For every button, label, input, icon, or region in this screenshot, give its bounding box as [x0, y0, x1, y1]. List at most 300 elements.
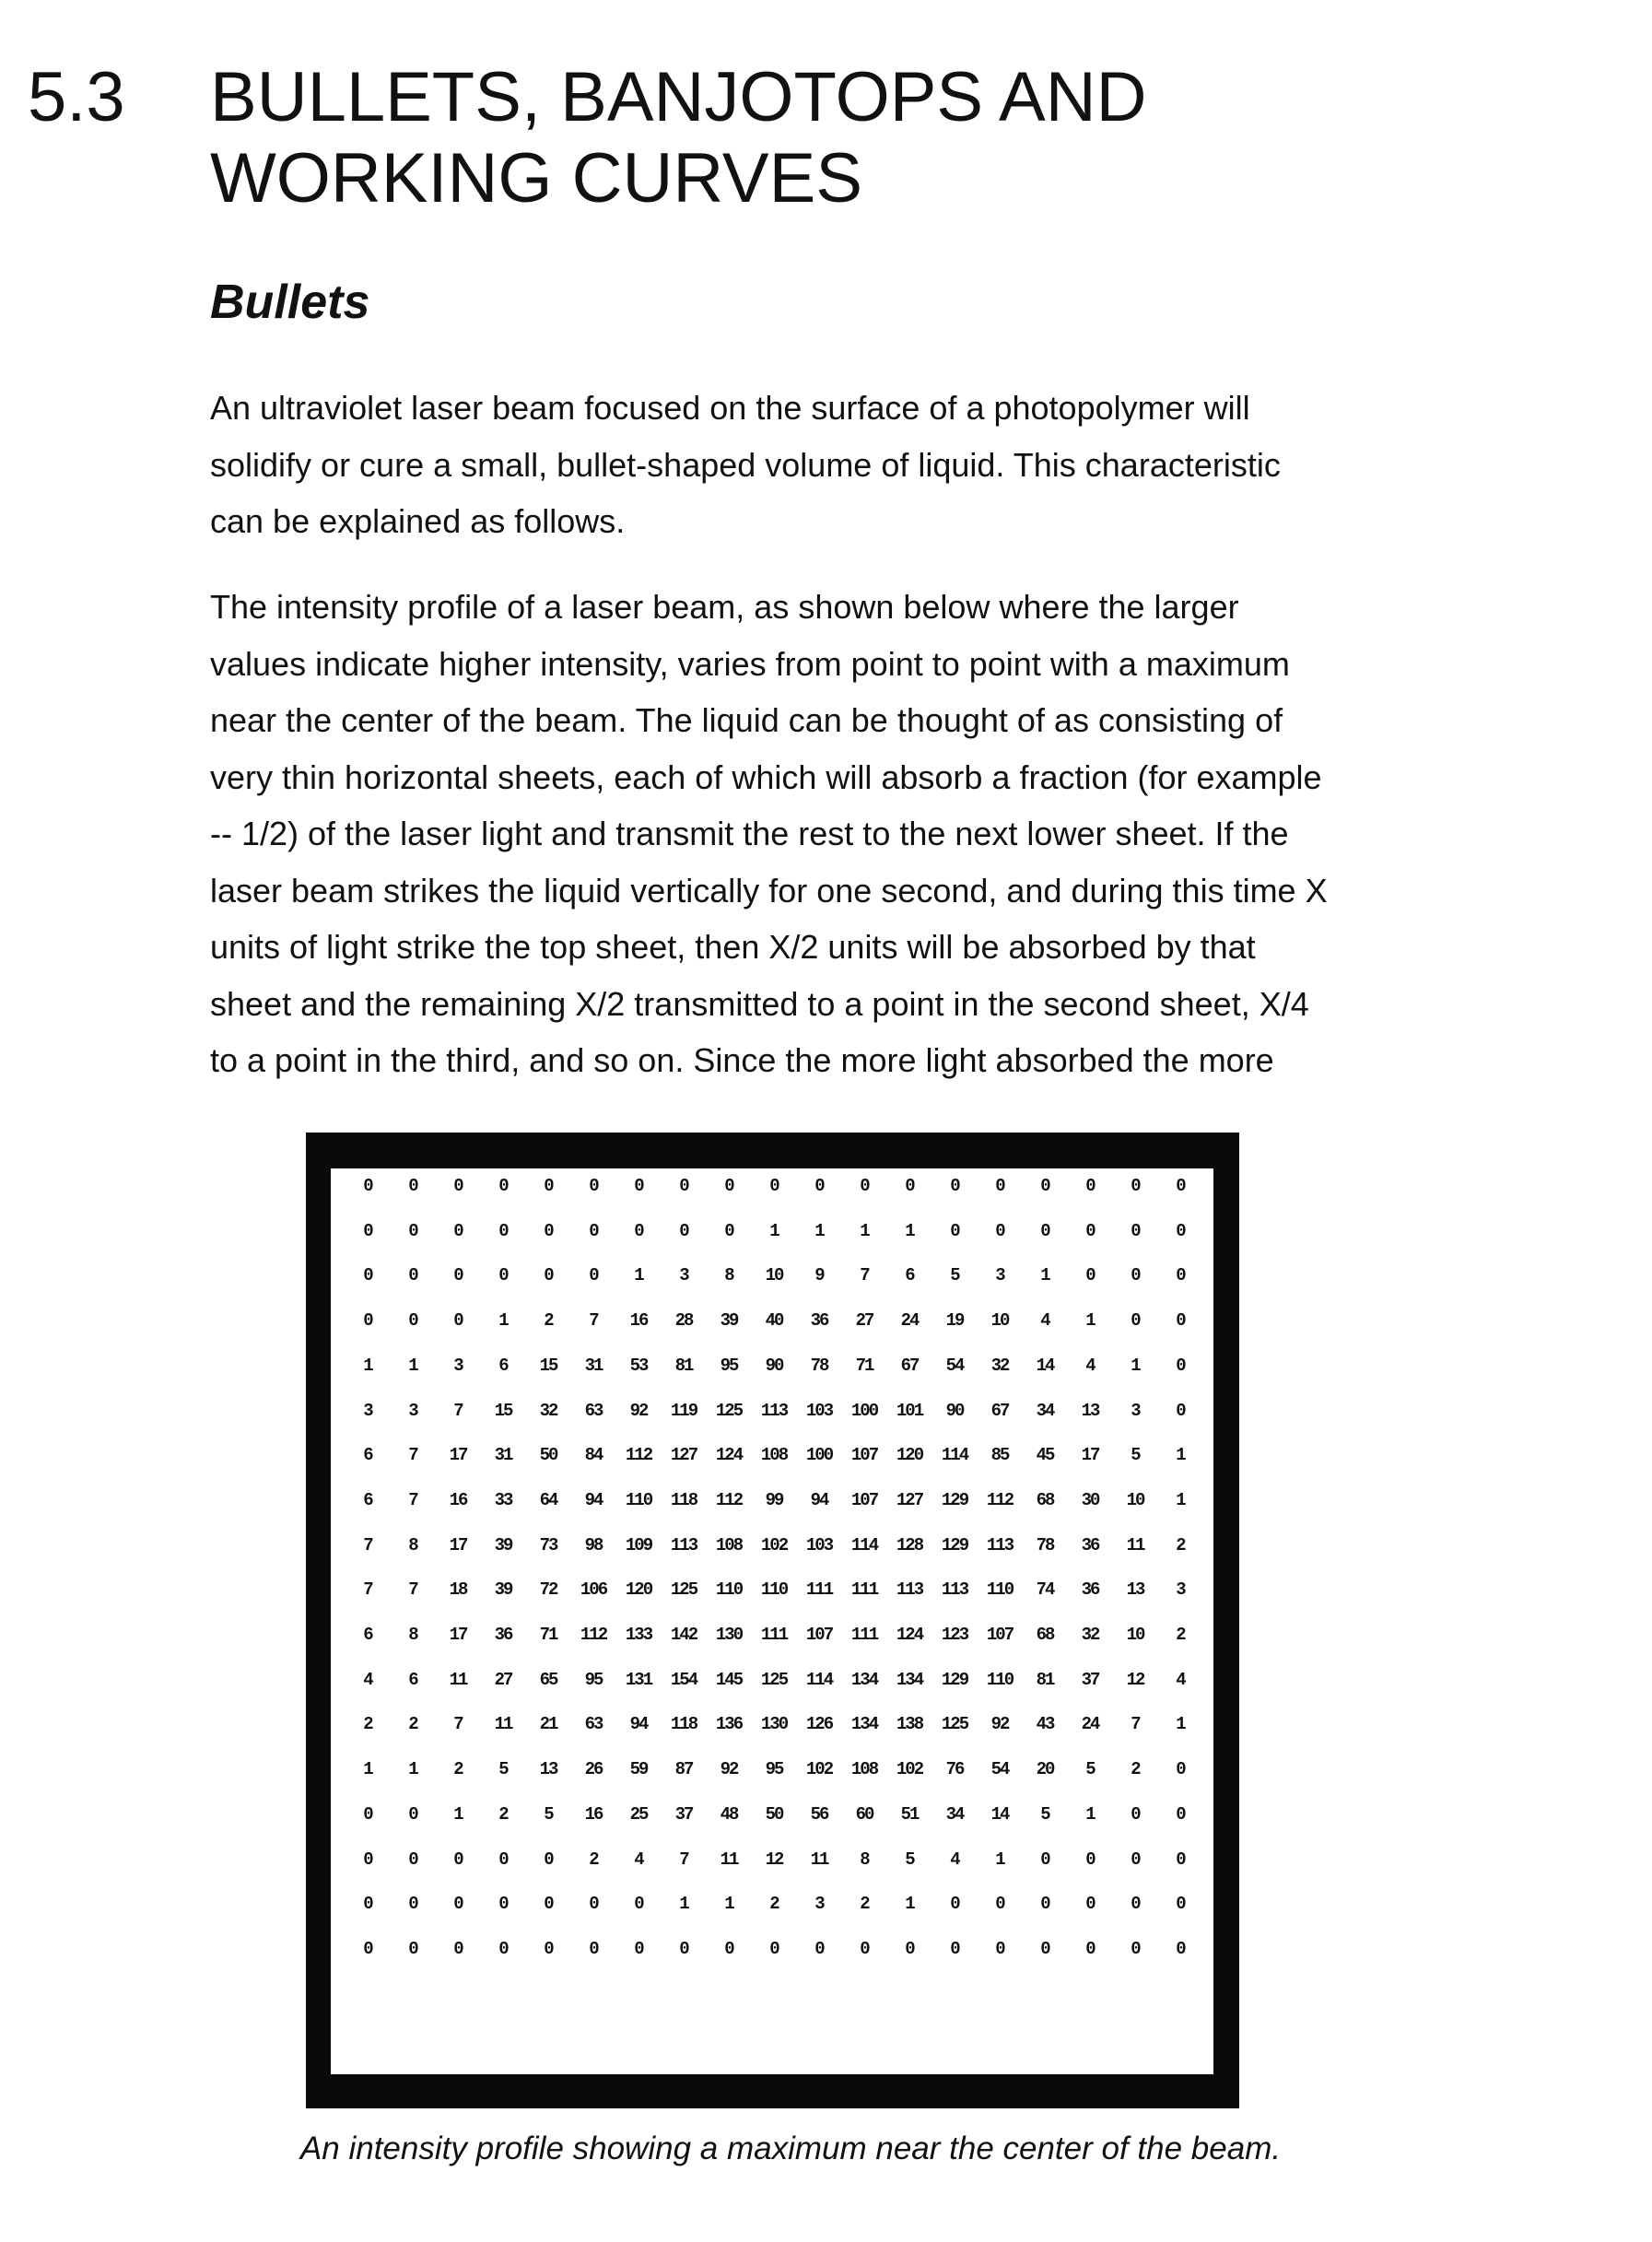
intensity-cell: 130 [708, 1625, 750, 1645]
intensity-cell: 102 [888, 1759, 931, 1779]
intensity-cell: 63 [572, 1714, 615, 1734]
intensity-cell: 50 [753, 1804, 795, 1825]
intensity-cell: 1 [392, 1356, 434, 1376]
intensity-cell: 30 [1069, 1490, 1111, 1510]
text-line: The intensity profile of a laser beam, as shown below where the larger [210, 579, 1328, 636]
intensity-cell: 1 [617, 1265, 660, 1285]
intensity-cell: 1 [392, 1759, 434, 1779]
intensity-cell: 92 [708, 1759, 750, 1779]
intensity-cell: 0 [1069, 1176, 1111, 1196]
intensity-cell: 0 [1114, 1221, 1156, 1241]
intensity-cell: 0 [346, 1804, 389, 1825]
intensity-cell: 10 [753, 1265, 795, 1285]
intensity-cell: 0 [662, 1176, 705, 1196]
intensity-cell: 0 [978, 1939, 1021, 1959]
intensity-cell: 113 [978, 1535, 1021, 1555]
intensity-cell: 1 [888, 1221, 931, 1241]
intensity-cell: 131 [617, 1670, 660, 1690]
intensity-cell: 72 [527, 1579, 569, 1600]
intensity-cell: 1 [708, 1894, 750, 1914]
intensity-cell: 2 [843, 1894, 885, 1914]
intensity-cell: 0 [392, 1265, 434, 1285]
intensity-cell: 0 [1069, 1221, 1111, 1241]
intensity-cell: 15 [482, 1401, 524, 1421]
intensity-cell: 0 [482, 1221, 524, 1241]
intensity-cell: 0 [346, 1310, 389, 1331]
intensity-cell: 127 [888, 1490, 931, 1510]
intensity-cell: 108 [708, 1535, 750, 1555]
intensity-cell: 118 [662, 1714, 705, 1734]
intensity-cell: 0 [346, 1176, 389, 1196]
intensity-cell: 0 [572, 1265, 615, 1285]
intensity-cell: 0 [1159, 1176, 1201, 1196]
intensity-cell: 19 [933, 1310, 976, 1331]
intensity-cell: 39 [482, 1579, 524, 1600]
intensity-cell: 7 [1114, 1714, 1156, 1734]
intensity-cell: 120 [888, 1445, 931, 1465]
intensity-cell: 0 [346, 1265, 389, 1285]
text-line: laser beam strikes the liquid vertically for one second, and during this time X [210, 863, 1328, 920]
intensity-cell: 1 [1159, 1714, 1201, 1734]
intensity-cell: 103 [798, 1401, 840, 1421]
intensity-cell: 0 [933, 1939, 976, 1959]
intensity-cell: 10 [978, 1310, 1021, 1331]
intensity-cell: 1 [798, 1221, 840, 1241]
intensity-cell: 3 [798, 1894, 840, 1914]
intensity-cell: 0 [662, 1939, 705, 1959]
intensity-cell: 0 [708, 1939, 750, 1959]
intensity-cell: 32 [527, 1401, 569, 1421]
intensity-cell: 113 [888, 1579, 931, 1600]
intensity-cell: 1 [1159, 1445, 1201, 1465]
intensity-cell: 107 [843, 1490, 885, 1510]
intensity-cell: 16 [617, 1310, 660, 1331]
intensity-cell: 17 [437, 1535, 479, 1555]
intensity-cell: 111 [798, 1579, 840, 1600]
intensity-cell: 125 [662, 1579, 705, 1600]
intensity-cell: 11 [1114, 1535, 1156, 1555]
intensity-cell: 0 [888, 1176, 931, 1196]
intensity-cell: 31 [572, 1356, 615, 1376]
intensity-cell: 2 [482, 1804, 524, 1825]
intensity-cell: 0 [1159, 1310, 1201, 1331]
intensity-cell: 0 [482, 1894, 524, 1914]
intensity-cell: 0 [527, 1894, 569, 1914]
intensity-cell: 0 [978, 1894, 1021, 1914]
intensity-cell: 5 [527, 1804, 569, 1825]
intensity-cell: 0 [843, 1176, 885, 1196]
paragraph-1 [210, 380, 1281, 550]
intensity-cell: 0 [572, 1176, 615, 1196]
intensity-cell: 0 [1159, 1804, 1201, 1825]
intensity-cell: 0 [1159, 1265, 1201, 1285]
intensity-cell: 12 [1114, 1670, 1156, 1690]
intensity-cell: 114 [933, 1445, 976, 1465]
intensity-cell: 7 [392, 1445, 434, 1465]
intensity-cell: 71 [843, 1356, 885, 1376]
intensity-cell: 1 [1069, 1804, 1111, 1825]
intensity-cell: 5 [482, 1759, 524, 1779]
intensity-cell: 112 [978, 1490, 1021, 1510]
intensity-cell: 0 [1114, 1894, 1156, 1914]
intensity-cell: 13 [527, 1759, 569, 1779]
figure-caption: An intensity profile showing a maximum near the center of the beam. [0, 2130, 1581, 2167]
intensity-cell: 90 [753, 1356, 795, 1376]
intensity-cell: 3 [978, 1265, 1021, 1285]
intensity-cell: 2 [437, 1759, 479, 1779]
intensity-cell: 120 [617, 1579, 660, 1600]
intensity-cell: 0 [437, 1221, 479, 1241]
intensity-cell: 145 [708, 1670, 750, 1690]
intensity-cell: 36 [798, 1310, 840, 1331]
intensity-cell: 51 [888, 1804, 931, 1825]
intensity-cell: 37 [1069, 1670, 1111, 1690]
intensity-cell: 0 [1069, 1939, 1111, 1959]
intensity-cell: 5 [1069, 1759, 1111, 1779]
intensity-cell: 7 [843, 1265, 885, 1285]
intensity-cell: 0 [437, 1176, 479, 1196]
intensity-cell: 124 [708, 1445, 750, 1465]
intensity-cell: 54 [933, 1356, 976, 1376]
intensity-cell: 18 [437, 1579, 479, 1600]
intensity-cell: 11 [708, 1849, 750, 1870]
intensity-cell: 0 [346, 1894, 389, 1914]
intensity-cell: 102 [753, 1535, 795, 1555]
intensity-cell: 8 [392, 1535, 434, 1555]
intensity-cell: 0 [617, 1894, 660, 1914]
intensity-cell: 0 [392, 1804, 434, 1825]
text-line: can be explained as follows. [210, 493, 1281, 550]
intensity-cell: 0 [1159, 1221, 1201, 1241]
intensity-cell: 0 [527, 1939, 569, 1959]
intensity-cell: 94 [798, 1490, 840, 1510]
intensity-cell: 48 [708, 1804, 750, 1825]
intensity-cell: 107 [843, 1445, 885, 1465]
intensity-cell: 111 [843, 1579, 885, 1600]
intensity-cell: 2 [753, 1894, 795, 1914]
intensity-cell: 0 [978, 1176, 1021, 1196]
intensity-cell: 0 [933, 1221, 976, 1241]
intensity-cell: 1 [843, 1221, 885, 1241]
intensity-cell: 95 [753, 1759, 795, 1779]
intensity-cell: 81 [662, 1356, 705, 1376]
intensity-cell: 0 [1159, 1849, 1201, 1870]
intensity-cell: 112 [617, 1445, 660, 1465]
intensity-cell: 101 [888, 1401, 931, 1421]
intensity-cell: 45 [1024, 1445, 1066, 1465]
intensity-cell: 0 [482, 1265, 524, 1285]
intensity-cell: 15 [527, 1356, 569, 1376]
intensity-cell: 0 [437, 1894, 479, 1914]
intensity-cell: 4 [933, 1849, 976, 1870]
intensity-cell: 13 [1069, 1401, 1111, 1421]
intensity-cell: 110 [708, 1579, 750, 1600]
text-line: units of light strike the top sheet, then X/2 units will be absorbed by that [210, 919, 1328, 976]
intensity-cell: 0 [1159, 1401, 1201, 1421]
intensity-cell: 0 [1024, 1176, 1066, 1196]
intensity-cell: 87 [662, 1759, 705, 1779]
intensity-cell: 10 [1114, 1490, 1156, 1510]
intensity-cell: 25 [617, 1804, 660, 1825]
intensity-cell: 0 [1069, 1894, 1111, 1914]
intensity-cell: 32 [1069, 1625, 1111, 1645]
intensity-cell: 0 [798, 1939, 840, 1959]
intensity-cell: 119 [662, 1401, 705, 1421]
intensity-cell: 113 [662, 1535, 705, 1555]
intensity-cell: 33 [482, 1490, 524, 1510]
intensity-cell: 0 [437, 1849, 479, 1870]
intensity-cell: 31 [482, 1445, 524, 1465]
intensity-cell: 130 [753, 1714, 795, 1734]
intensity-cell: 28 [662, 1310, 705, 1331]
intensity-cell: 7 [392, 1579, 434, 1600]
intensity-cell: 5 [888, 1849, 931, 1870]
intensity-cell: 8 [708, 1265, 750, 1285]
text-line: to a point in the third, and so on. Since the more light absorbed the more [210, 1032, 1328, 1089]
intensity-cell: 0 [527, 1265, 569, 1285]
intensity-cell: 3 [1159, 1579, 1201, 1600]
intensity-cell: 1 [978, 1849, 1021, 1870]
intensity-cell: 1 [1114, 1356, 1156, 1376]
intensity-cell: 6 [392, 1670, 434, 1690]
intensity-cell: 3 [392, 1401, 434, 1421]
intensity-cell: 0 [392, 1310, 434, 1331]
intensity-cell: 1 [346, 1356, 389, 1376]
intensity-cell: 108 [753, 1445, 795, 1465]
intensity-cell: 126 [798, 1714, 840, 1734]
title-line: BULLETS, BANJOTOPS AND [210, 57, 1146, 138]
intensity-cell: 109 [617, 1535, 660, 1555]
intensity-cell: 64 [527, 1490, 569, 1510]
intensity-cell: 1 [662, 1894, 705, 1914]
intensity-cell: 1 [1024, 1265, 1066, 1285]
intensity-cell: 3 [662, 1265, 705, 1285]
intensity-cell: 111 [843, 1625, 885, 1645]
intensity-cell: 0 [1024, 1939, 1066, 1959]
intensity-cell: 95 [572, 1670, 615, 1690]
intensity-cell: 4 [1069, 1356, 1111, 1376]
intensity-cell: 10 [1114, 1625, 1156, 1645]
intensity-cell: 0 [933, 1894, 976, 1914]
intensity-cell: 65 [527, 1670, 569, 1690]
intensity-cell: 0 [843, 1939, 885, 1959]
intensity-cell: 154 [662, 1670, 705, 1690]
intensity-cell: 133 [617, 1625, 660, 1645]
intensity-cell: 59 [617, 1759, 660, 1779]
intensity-cell: 81 [1024, 1670, 1066, 1690]
intensity-cell: 125 [753, 1670, 795, 1690]
intensity-cell: 107 [798, 1625, 840, 1645]
intensity-cell: 26 [572, 1759, 615, 1779]
intensity-cell: 0 [978, 1221, 1021, 1241]
intensity-cell: 134 [843, 1714, 885, 1734]
intensity-cell: 110 [753, 1579, 795, 1600]
intensity-cell: 0 [1159, 1939, 1201, 1959]
intensity-cell: 0 [1114, 1804, 1156, 1825]
intensity-cell: 34 [933, 1804, 976, 1825]
intensity-cell: 0 [572, 1221, 615, 1241]
intensity-cell: 118 [662, 1490, 705, 1510]
intensity-cell: 134 [843, 1670, 885, 1690]
intensity-cell: 32 [978, 1356, 1021, 1376]
intensity-cell: 24 [1069, 1714, 1111, 1734]
intensity-cell: 125 [708, 1401, 750, 1421]
intensity-cell: 102 [798, 1759, 840, 1779]
intensity-cell: 3 [1114, 1401, 1156, 1421]
section-number: 5.3 [28, 57, 125, 137]
intensity-cell: 0 [346, 1849, 389, 1870]
intensity-cell: 78 [1024, 1535, 1066, 1555]
intensity-cell: 3 [437, 1356, 479, 1376]
intensity-cell: 74 [1024, 1579, 1066, 1600]
intensity-cell: 100 [843, 1401, 885, 1421]
section-title [210, 57, 1146, 219]
intensity-cell: 0 [392, 1939, 434, 1959]
intensity-cell: 0 [527, 1176, 569, 1196]
intensity-cell: 5 [1024, 1804, 1066, 1825]
intensity-cell: 67 [978, 1401, 1021, 1421]
intensity-cell: 5 [933, 1265, 976, 1285]
subheading: Bullets [210, 275, 369, 330]
intensity-cell: 6 [888, 1265, 931, 1285]
intensity-cell: 50 [527, 1445, 569, 1465]
intensity-cell: 2 [1114, 1759, 1156, 1779]
intensity-cell: 0 [1114, 1849, 1156, 1870]
intensity-cell: 7 [572, 1310, 615, 1331]
intensity-cell: 5 [1114, 1445, 1156, 1465]
intensity-cell: 0 [392, 1849, 434, 1870]
intensity-cell: 4 [1024, 1310, 1066, 1331]
intensity-cell: 11 [437, 1670, 479, 1690]
intensity-cell: 98 [572, 1535, 615, 1555]
intensity-cell: 0 [392, 1894, 434, 1914]
intensity-cell: 0 [482, 1939, 524, 1959]
intensity-cell: 8 [392, 1625, 434, 1645]
intensity-cell: 0 [708, 1176, 750, 1196]
intensity-cell: 6 [346, 1490, 389, 1510]
intensity-cell: 0 [346, 1221, 389, 1241]
intensity-cell: 110 [617, 1490, 660, 1510]
intensity-cell: 84 [572, 1445, 615, 1465]
intensity-cell: 17 [437, 1445, 479, 1465]
intensity-cell: 99 [753, 1490, 795, 1510]
intensity-cell: 114 [843, 1535, 885, 1555]
intensity-cell: 1 [437, 1804, 479, 1825]
intensity-cell: 136 [708, 1714, 750, 1734]
intensity-cell: 27 [482, 1670, 524, 1690]
intensity-cell: 11 [482, 1714, 524, 1734]
intensity-cell: 0 [1159, 1759, 1201, 1779]
intensity-cell: 100 [798, 1445, 840, 1465]
intensity-cell: 0 [1159, 1356, 1201, 1376]
intensity-cell: 24 [888, 1310, 931, 1331]
intensity-cell: 108 [843, 1759, 885, 1779]
intensity-cell: 2 [1159, 1535, 1201, 1555]
intensity-cell: 2 [572, 1849, 615, 1870]
intensity-cell: 129 [933, 1535, 976, 1555]
intensity-cell: 110 [978, 1670, 1021, 1690]
intensity-cell: 17 [437, 1625, 479, 1645]
intensity-cell: 0 [346, 1939, 389, 1959]
intensity-cell: 113 [933, 1579, 976, 1600]
intensity-cell: 7 [437, 1714, 479, 1734]
intensity-cell: 123 [933, 1625, 976, 1645]
paragraph-2 [210, 579, 1328, 1089]
intensity-cell: 2 [527, 1310, 569, 1331]
intensity-cell: 12 [753, 1849, 795, 1870]
intensity-cell: 78 [798, 1356, 840, 1376]
intensity-cell: 37 [662, 1804, 705, 1825]
intensity-cell: 0 [437, 1265, 479, 1285]
intensity-cell: 0 [572, 1894, 615, 1914]
intensity-cell: 1 [346, 1759, 389, 1779]
intensity-cell: 67 [888, 1356, 931, 1376]
intensity-cell: 0 [1024, 1849, 1066, 1870]
intensity-cell: 14 [978, 1804, 1021, 1825]
intensity-cell: 63 [572, 1401, 615, 1421]
intensity-cell: 6 [346, 1445, 389, 1465]
intensity-cell: 7 [346, 1535, 389, 1555]
intensity-cell: 36 [1069, 1579, 1111, 1600]
intensity-cell: 138 [888, 1714, 931, 1734]
intensity-cell: 40 [753, 1310, 795, 1331]
intensity-cell: 21 [527, 1714, 569, 1734]
intensity-cell: 0 [392, 1221, 434, 1241]
intensity-cell: 94 [572, 1490, 615, 1510]
intensity-cell: 53 [617, 1356, 660, 1376]
intensity-cell: 2 [1159, 1625, 1201, 1645]
intensity-cell: 11 [798, 1849, 840, 1870]
intensity-cell: 85 [978, 1445, 1021, 1465]
intensity-cell: 129 [933, 1490, 976, 1510]
intensity-cell: 17 [1069, 1445, 1111, 1465]
intensity-cell: 2 [392, 1714, 434, 1734]
intensity-cell: 0 [933, 1176, 976, 1196]
intensity-cell: 16 [572, 1804, 615, 1825]
intensity-cell: 0 [482, 1849, 524, 1870]
intensity-cell: 129 [933, 1670, 976, 1690]
intensity-cell: 71 [527, 1625, 569, 1645]
intensity-cell: 0 [753, 1939, 795, 1959]
intensity-cell: 0 [888, 1939, 931, 1959]
intensity-cell: 125 [933, 1714, 976, 1734]
intensity-cell: 2 [346, 1714, 389, 1734]
intensity-cell: 0 [1069, 1849, 1111, 1870]
intensity-cell: 4 [1159, 1670, 1201, 1690]
intensity-cell: 0 [437, 1939, 479, 1959]
intensity-cell: 112 [572, 1625, 615, 1645]
intensity-cell: 0 [437, 1310, 479, 1331]
text-line: near the center of the beam. The liquid can be thought of as consisting of [210, 692, 1328, 749]
intensity-cell: 0 [572, 1939, 615, 1959]
intensity-cell: 36 [1069, 1535, 1111, 1555]
intensity-cell: 0 [753, 1176, 795, 1196]
intensity-cell: 0 [1114, 1939, 1156, 1959]
intensity-cell: 0 [1114, 1310, 1156, 1331]
intensity-cell: 7 [437, 1401, 479, 1421]
intensity-cell: 0 [617, 1176, 660, 1196]
intensity-cell: 76 [933, 1759, 976, 1779]
intensity-cell: 142 [662, 1625, 705, 1645]
text-line: An ultraviolet laser beam focused on the surface of a photopolymer will [210, 380, 1281, 437]
intensity-cell: 13 [1114, 1579, 1156, 1600]
intensity-cell: 0 [1159, 1894, 1201, 1914]
intensity-cell: 110 [978, 1579, 1021, 1600]
intensity-cell: 94 [617, 1714, 660, 1734]
intensity-cell: 16 [437, 1490, 479, 1510]
intensity-cell: 0 [1114, 1265, 1156, 1285]
intensity-cell: 4 [346, 1670, 389, 1690]
